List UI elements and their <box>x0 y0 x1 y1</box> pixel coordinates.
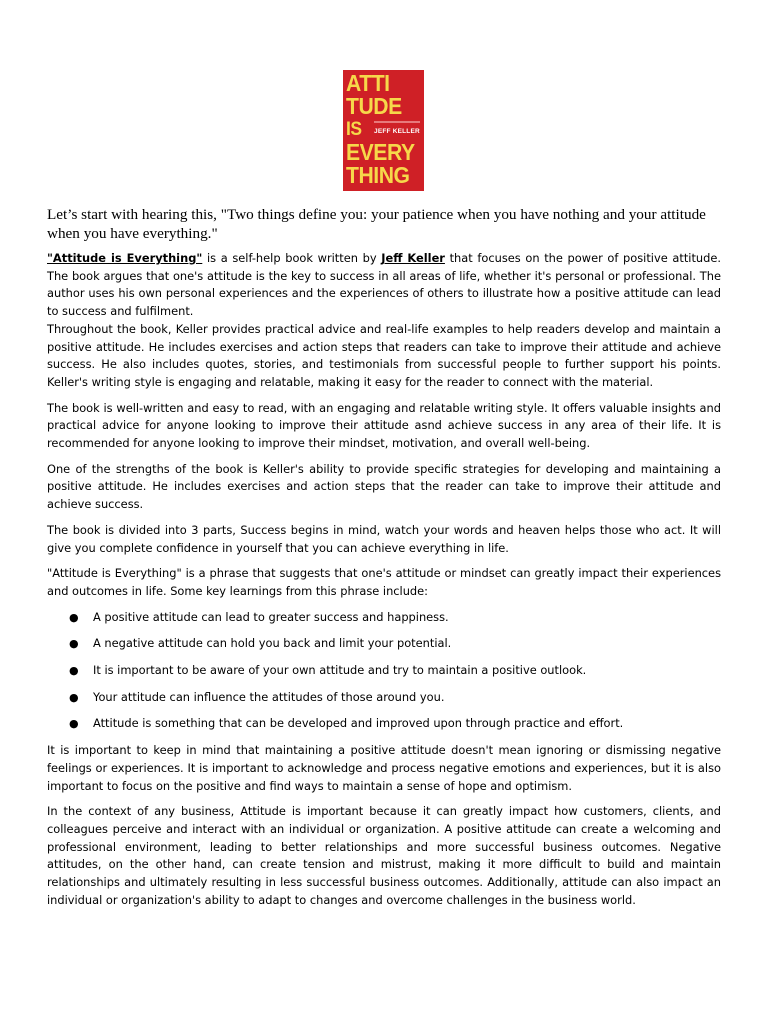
paragraph-text: is a self-help book written by <box>202 251 382 265</box>
author-link[interactable]: Jeff Keller <box>381 251 445 265</box>
list-item <box>47 689 721 707</box>
paragraph: One of the strengths of the book is Keller's ability to provide specific strategies for developing and maintaining a positive attitude. He includes exercises and action steps that the reader can take to improve their attitude and achieve success. <box>47 461 721 512</box>
cover-author: JEFF KELLER <box>374 128 420 135</box>
list-item <box>47 715 721 733</box>
paragraph-text: that focuses on the power of positive attitude. The book argues that one's attitude is the key to success in all areas of life, whether it's personal or professional. The author uses his own personal experiences and the experiences of others to illustrate how a positive attitude can lead to success and fulfilment. <box>47 251 721 319</box>
cover-title-line: THING <box>346 162 410 188</box>
paragraph: The book is well-written and easy to read, with an engaging and relatable writing style. It offers valuable insights and practical advice for anyone looking to improve their attitude asnd achieve success in any area of their life. It is recommended for anyone looking to improve their mindset, motivation, and overall well-being. <box>47 400 721 451</box>
cover-title-line: TUDE <box>346 93 402 119</box>
paragraph: In the context of any business, Attitude is important because it can greatly impact how customers, clients, and colleagues perceive and interact with an individual or organization. A positive attitude can create a welcoming and professional environment, leading to better relationships and more successful business outcomes. Negative attitudes, on the other hand, can create tension and mistrust, making it more difficult to build and maintain relationships and ultimately resulting in less successful business outcomes. Additionally, attitude can also impact an individual or organization's ability to adapt to changes and overcome challenges in the business world. <box>47 804 721 907</box>
cover-title-line: EVERY <box>346 139 415 165</box>
paragraph: The book is divided into 3 parts, Success begins in mind, watch your words and heaven helps those who act. It will give you complete confidence in yourself that you can achieve everything in life. <box>47 522 721 555</box>
intro-quote: Let’s start with hearing this, "Two things define you: your patience when you have nothing and your attitude when you have everything." <box>47 206 706 242</box>
bullet-icon: ● <box>69 637 79 651</box>
paragraph: Throughout the book, Keller provides practical advice and real-life examples to help readers develop and maintain a positive attitude. He includes exercises and action steps that readers can take to improve their attitude and achieve success. He also includes quotes, stories, and testimonials from successful people to further support his points. Keller's writing style is engaging and relatable, making it easy for the reader to connect with the material. <box>47 321 721 389</box>
list-item-text: It is important to be aware of your own attitude and try to maintain a positive outlook. <box>93 663 587 678</box>
cover-tagline <box>374 121 420 123</box>
bullet-icon: ● <box>69 664 79 678</box>
list-item-text: A negative attitude can hold you back and limit your potential. <box>93 636 452 651</box>
paragraph <box>47 250 721 321</box>
list-item <box>47 662 721 680</box>
list-item-text: Your attitude can influence the attitudes of those around you. <box>93 689 445 704</box>
list-item-text: A positive attitude can lead to greater success and happiness. <box>93 609 449 624</box>
bullet-icon: ● <box>69 610 79 624</box>
key-learnings-list <box>47 609 721 734</box>
article-body <box>47 250 721 918</box>
paragraph: It is important to keep in mind that maintaining a positive attitude doesn't mean ignoring or dismissing negative feelings or experiences. It is important to acknowledge and process negative emotions and experiences, but it is also important to focus on the positive and find ways to maintain a sense of hope and optimism. <box>47 743 721 793</box>
list-item <box>47 635 721 653</box>
list-item-text: Attitude is something that can be developed and improved upon through practice and effort. <box>93 716 624 731</box>
paragraph: "Attitude is Everything" is a phrase that suggests that one's attitude or mindset can greatly impact their experiences and outcomes in life. Some key learnings from this phrase include: <box>47 566 721 598</box>
bullet-icon: ● <box>69 690 79 704</box>
cover-title-line: IS <box>346 119 362 140</box>
bullet-icon: ● <box>69 717 79 731</box>
list-item <box>47 609 721 627</box>
cover-title-line: ATTI <box>346 70 390 96</box>
book-title-link[interactable]: "Attitude is Everything" <box>47 251 203 265</box>
book-cover-image <box>343 70 424 191</box>
